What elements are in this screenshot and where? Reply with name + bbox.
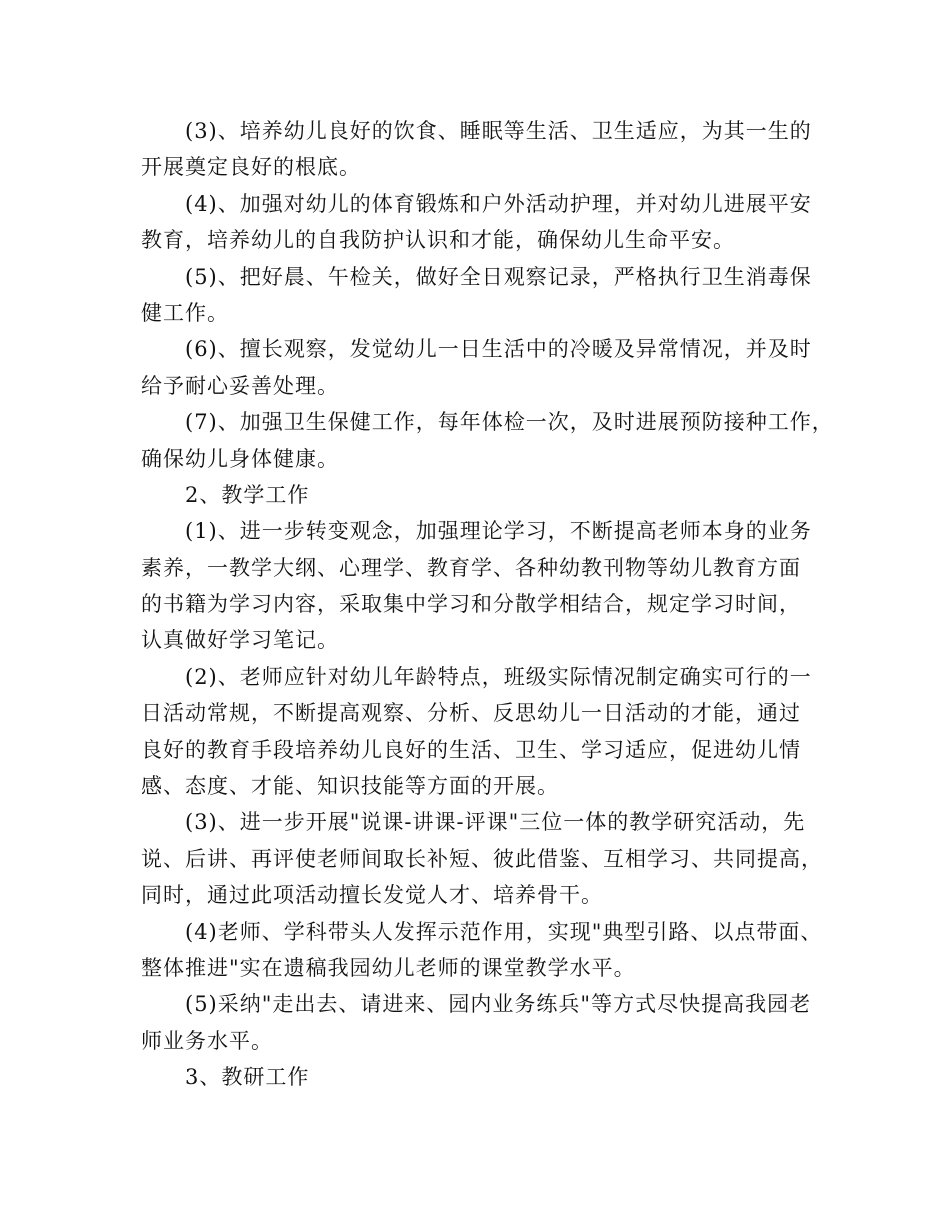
text-line: 师业务水平。 — [141, 1028, 273, 1053]
text-line: 整体推进"实在遗稿我园幼儿老师的课堂教学水平。 — [141, 955, 636, 980]
text-line: (4)、加强对幼儿的体育锻炼和户外活动护理，并对幼儿进展平安 — [185, 191, 812, 216]
text-line: (6)、擅长观察，发觉幼儿一日生活中的冷暖及异常情况，并及时 — [185, 337, 812, 362]
text-line: 感、态度、才能、知识技能等方面的开展。 — [141, 774, 559, 799]
text-line: (3)、培养幼儿良好的饮食、睡眠等生活、卫生适应，为其一生的 — [185, 119, 812, 143]
text-line: (3)、进一步开展"说课-讲课-评课"三位一体的教学研究活动，先 — [185, 810, 806, 835]
text-line: 3、教研工作 — [185, 1065, 310, 1090]
text-line: (2)、老师应针对幼儿年龄特点，班级实际情况制定确实可行的一 — [185, 664, 812, 689]
text-line: 认真做好学习笔记。 — [141, 628, 339, 653]
document-body — [141, 113, 834, 1096]
text-line: (5)、把好晨、午检关，做好全日观察记录，严格执行卫生消毒保 — [185, 264, 812, 289]
text-line: 2、教学工作 — [185, 482, 310, 507]
text-line: 同时，通过此项活动擅长发觉人才、培养骨干。 — [141, 883, 603, 908]
text-line: 开展奠定良好的根底。 — [141, 155, 361, 180]
text-line: 教育，培养幼儿的自我防护认识和才能，确保幼儿生命平安。 — [141, 228, 735, 253]
text-line: 日活动常规，不断提高观察、分析、反思幼儿一日活动的才能，通过 — [141, 701, 801, 726]
text-line: (5)采纳"走出去、请进来、园内业务练兵"等方式尽快提高我园老 — [185, 992, 812, 1017]
text-line: 确保幼儿身体健康。 — [141, 446, 339, 471]
text-line: 的书籍为学习内容，采取集中学习和分散学相结合，规定学习时间， — [141, 592, 801, 617]
text-line: 说、后讲、再评使老师间取长补短、彼此借鉴、互相学习、共同提高， — [141, 846, 823, 871]
text-line: (4)老师、学科带头人发挥示范作用，实现"典型引路、以点带面、 — [185, 919, 823, 944]
text-line: 给予耐心妥善处理。 — [141, 373, 339, 398]
text-line: 良好的教育手段培养幼儿良好的生活、卫生、学习适应，促进幼儿情 — [141, 737, 801, 762]
text-line: 健工作。 — [141, 300, 229, 325]
text-line: (1)、进一步转变观念，加强理论学习，不断提高老师本身的业务 — [185, 519, 812, 544]
text-line: 素养，一教学大纲、心理学、教育学、各种幼教刊物等幼儿教育方面 — [141, 555, 801, 580]
text-line: (7)、加强卫生保健工作，每年体检一次，及时进展预防接种工作， — [185, 410, 834, 435]
